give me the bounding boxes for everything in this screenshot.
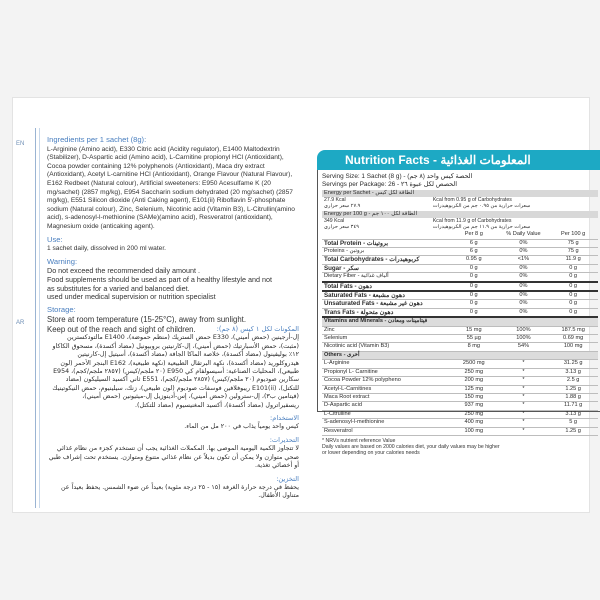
- per-100g-value: 0.69 mg: [548, 335, 598, 343]
- per-8g-value: 55 µg: [449, 335, 499, 343]
- nutrient-name: Total Carbohydrates - كربوهيدرات: [322, 256, 449, 264]
- per-100g-value: 11.71 g: [548, 402, 598, 410]
- storage-heading: Storage:: [47, 304, 76, 314]
- daily-value: <1%: [499, 256, 549, 264]
- ar-storage-text: يحفظ في درجة حرارة الغرفة (١٥ - ٢٥ درجة مئوية) بعيداً عن ضوء الشمس. يحفظ بعيداً عن متناول الأطفال.: [61, 483, 299, 500]
- energy-sachet-kcal-ar: ٢٧.٩ سعر حراري: [324, 203, 361, 210]
- nutrient-name: Saturated Fats - دهون مشبعة: [322, 291, 449, 300]
- nutrient-name: Maca Root extract: [322, 393, 449, 401]
- daily-value: *: [499, 427, 549, 435]
- warning-line: Do not exceed the recommended daily amount .: [47, 266, 201, 276]
- per-8g-value: 0 g: [449, 291, 499, 300]
- nutrient-name: Nicotinic acid (Vitamin B3): [322, 343, 449, 351]
- nutrient-name: Sugar - سكر: [322, 264, 449, 272]
- footnote: * NRVs nutrient reference Value: [322, 437, 396, 444]
- nutrition-facts-panel: [317, 150, 600, 457]
- nutrient-name: Selenium: [322, 335, 449, 343]
- per-100g-value: 0 g: [548, 264, 598, 272]
- use-heading: Use:: [47, 234, 63, 244]
- per-100g-value: 75 g: [548, 239, 598, 247]
- lang-tag-en: EN: [16, 141, 25, 147]
- lang-tag-ar: AR: [16, 320, 25, 326]
- per-8g-value: 0 g: [449, 273, 499, 282]
- ingredients-heading: Ingredients per 1 sachet (8g):: [47, 135, 147, 144]
- arabic-text-block: [47, 325, 299, 501]
- main-nutrients: [322, 239, 598, 317]
- energy-100g-row-ar: [322, 224, 598, 230]
- per-100g-value: 11.9 g: [548, 256, 598, 264]
- table-row: [322, 273, 598, 282]
- daily-value: 100%: [499, 326, 549, 334]
- english-text-block: [47, 136, 299, 334]
- storage-line: Keep out of the reach and sight of children.: [47, 324, 196, 334]
- nutrient-name: Acetyl-L-Carnitines: [322, 385, 449, 393]
- nutrient-name: Propionyl L- Carnitine: [322, 368, 449, 376]
- table-row: [322, 282, 598, 291]
- daily-value: 0%: [499, 248, 549, 256]
- daily-value: 100%: [499, 335, 549, 343]
- daily-value: *: [499, 402, 549, 410]
- nutrient-name: Total Fats - دهون: [322, 282, 449, 291]
- ar-ingredients-heading: المكونات لكل ١ كيس (٨ جم):: [216, 325, 299, 333]
- per-100g-value: 1.25 g: [548, 427, 598, 435]
- per-8g-value: 100 mg: [449, 427, 499, 435]
- table-row: [322, 360, 598, 368]
- energy-sachet-note-ar: سعرات حرارية من ٠.٩٥ جم من الكربوهيدرات: [432, 203, 531, 210]
- nutrient-name: D-Aspartic acid: [322, 402, 449, 410]
- product-sheet: [12, 97, 590, 513]
- col-header: Per 100 g: [548, 231, 598, 239]
- serving-size: Serving Size: 1 Sachet (8 g) - الحصة كيس واحد (٨ جم): [322, 173, 473, 180]
- nutrient-name: Zinc: [322, 326, 449, 334]
- table-row: [322, 419, 598, 427]
- per-100g-value: 0 g: [548, 282, 598, 291]
- warning-line: as substitutes for a varied and balanced diet.: [47, 283, 190, 293]
- table-row: [322, 300, 598, 308]
- per-8g-value: 0.95 g: [449, 256, 499, 264]
- margin-line-light: [39, 128, 40, 508]
- daily-value: *: [499, 385, 549, 393]
- others-header: Others - أخرى: [322, 351, 598, 359]
- table-row: [322, 291, 598, 300]
- per-8g-value: 8 mg: [449, 343, 499, 351]
- per-8g-value: 0 g: [449, 308, 499, 317]
- left-column: [47, 99, 299, 513]
- daily-value: *: [499, 419, 549, 427]
- per-8g-value: 200 mg: [449, 377, 499, 385]
- daily-value: 0%: [499, 282, 549, 291]
- warning-line: Food supplements should be used as part of a healthy lifestyle and not: [47, 274, 272, 284]
- nutrient-name: Total Protein - بروتينات: [322, 239, 449, 247]
- per-8g-value: 250 mg: [449, 410, 499, 418]
- nutrition-facts-body: [317, 170, 600, 457]
- per-100g-value: 0 g: [548, 300, 598, 308]
- col-header: % Daily Value: [499, 231, 549, 239]
- per-8g-value: 0 g: [449, 264, 499, 272]
- table-row: [322, 410, 598, 418]
- per-100g-value: 31.25 g: [548, 360, 598, 368]
- col-header: Per 8 g: [449, 231, 499, 239]
- table-row: [322, 402, 598, 410]
- others-rows: [322, 360, 598, 436]
- ar-warning-text: لا تتجاوز الكمية اليومية الموصى بها. المكملات الغذائية يجب أن تستخدم كجزء من نظام غذائي صحي متوازن ولا يمكن أن تكون بديلاً عن نظام غذائي متنوع ومتوازن. يستخدم تحت إشراف طبي أو أخصائي تغذية.: [48, 445, 299, 470]
- per-8g-value: 15 mg: [449, 326, 499, 334]
- per-100g-value: 3.13 g: [548, 410, 598, 418]
- nutrient-name: Unsaturated Fats - دهون غير مشبعة: [322, 300, 449, 308]
- nutrition-facts-title: Nutrition Facts - المعلومات الغذائية: [317, 150, 600, 170]
- per-8g-value: 400 mg: [449, 419, 499, 427]
- daily-value: 0%: [499, 308, 549, 317]
- table-row: [322, 368, 598, 376]
- energy-sachet-header: Energy per Sachet - الطاقة لكل كيس: [322, 190, 598, 197]
- warning-line: used under medical supervision or nutrition specialist: [47, 292, 216, 302]
- energy-sachet-row-ar: [322, 203, 598, 209]
- table-row: [322, 427, 598, 435]
- per-8g-value: 150 mg: [449, 393, 499, 401]
- per-8g-value: 0 g: [449, 282, 499, 291]
- ar-storage-heading: التخزين:: [276, 474, 299, 483]
- energy-sachet-note: Kcal from 0.95 g of Carbohydrates: [432, 197, 512, 204]
- nutrient-name: Resveratrol: [322, 427, 449, 435]
- per-8g-value: 6 g: [449, 248, 499, 256]
- footnote: Daily values are based on 2000 calories diet, your daily values may be higher: [322, 444, 500, 451]
- per-100g-value: 5 g: [548, 419, 598, 427]
- per-100g-value: 100 mg: [548, 343, 598, 351]
- per-8g-value: 250 mg: [449, 368, 499, 376]
- margin-line: [35, 128, 36, 508]
- ar-ingredients-text: إل-أرجينين (حمض أميني)، E330 حمض الستريك (منظم حموضة)، E1400 مالتودكسترين (مثبت)، حمض الأسبارتيك (حمض أميني)، إل-كارنيتين بروبيونيل (مضاد أكسدة)، مسحوق الكاكاو ١٢٪ بوليفينول (مضاد أكسدة)، خلاصة الماكا الجافة (مضاد أكسدة)، أسيتيل إل-كارنيتين هيدروكلوريد (مضاد أكسدة)، نكهة البرتقال الطبيعية (نكهة طبيعية)، E162 البنجر الأحمر (لون طبيعي)، المحليات الصناعية: أسيسولفام كي E950 (٢٠ ملجم/كيس) (٢٨٥٧ ملجم/كجم)، E954 سكارين صوديوم (٢٠ ملجم/كيس) (٢٨٥٧ ملجم/كجم)، E551 ثاني أكسيد السيليكون (مضاد للتكتل)، E101(ii) ريبوفلافين فوسفات صوديوم (لون طبيعي)، زنك، سيلينيوم، حمض النيكوتينيك (فيتامين ب٣)، إل-سترولين (حمض أميني)، إس-أدينوزيل إل-ميثيونين (حمض أميني)، ريسفيراترول (مضاد أكسدة)، أكسيد المغنيسيوم (مضاد للتكتل).: [52, 334, 299, 409]
- servings-per-package: Servings per Package: 26 - الحصص لكل عبوة ٢٦: [322, 180, 458, 188]
- per-100g-value: 187.5 mg: [548, 326, 598, 334]
- table-row: [322, 256, 598, 264]
- nutrient-name: S-adenosyl-l-methionine: [322, 419, 449, 427]
- daily-value: *: [499, 377, 549, 385]
- per-8g-value: 937 mg: [449, 402, 499, 410]
- daily-value: 0%: [499, 300, 549, 308]
- nutrient-name: L-Citrulline: [322, 410, 449, 418]
- nutrition-table: [322, 231, 598, 436]
- daily-value: *: [499, 368, 549, 376]
- per-100g-value: 2.5 g: [548, 377, 598, 385]
- use-text: 1 sachet daily, dissolved in 200 ml water.: [47, 245, 166, 253]
- per-100g-value: 3.13 g: [548, 368, 598, 376]
- ar-use-heading: الاستخدام:: [270, 414, 299, 423]
- daily-value: 0%: [499, 264, 549, 272]
- table-row: [322, 326, 598, 334]
- per-100g-value: 0 g: [548, 273, 598, 282]
- footnote: or lower depending on your calories needs: [322, 450, 420, 457]
- table-row: [322, 239, 598, 247]
- storage-line: Store at room temperature (15-25°C), away from sunlight.: [47, 315, 246, 325]
- energy-100g-kcal-ar: ٣٤٩ سعر حراري: [324, 224, 360, 231]
- daily-value: 54%: [499, 343, 549, 351]
- table-row: [322, 264, 598, 272]
- nutrition-footnotes: [322, 438, 598, 457]
- energy-100g-note: Kcal from 11.9 g of Carbohydrates: [432, 218, 512, 225]
- ar-use-text: كيس واحد يومياً يذاب في ٢٠٠ مل من الماء.: [184, 423, 299, 431]
- table-row: [322, 308, 598, 317]
- energy-100g-note-ar: سعرات حرارية من ١١.٩ جم من الكربوهيدرات: [432, 224, 531, 231]
- daily-value: *: [499, 360, 549, 368]
- energy-100g-kcal: 349 Kcal: [324, 218, 345, 225]
- per-8g-value: 2500 mg: [449, 360, 499, 368]
- nutrient-name: Dietary Fiber - ألياف غذائية: [322, 273, 449, 282]
- daily-value: *: [499, 393, 549, 401]
- daily-value: 0%: [499, 291, 549, 300]
- daily-value: 0%: [499, 239, 549, 247]
- table-row: [322, 248, 598, 256]
- col-header: [322, 231, 449, 239]
- per-8g-value: 125 mg: [449, 385, 499, 393]
- daily-value: *: [499, 410, 549, 418]
- ar-warning-heading: التحذيرات:: [269, 435, 299, 444]
- per-100g-value: 0 g: [548, 291, 598, 300]
- table-row: [322, 393, 598, 401]
- others-header-row: [322, 351, 598, 359]
- vitamins-header-row: [322, 317, 598, 326]
- table-header-row: [322, 231, 598, 239]
- nutrient-name: Trans Fats - دهون متحولة: [322, 308, 449, 317]
- table-row: [322, 343, 598, 351]
- vitamins-section: [322, 317, 598, 326]
- daily-value: 0%: [499, 273, 549, 282]
- per-100g-value: 1.25 g: [548, 385, 598, 393]
- others-section: [322, 351, 598, 359]
- vitamins-header: Vitamins and Minerals - فيتامينات ومعادن: [322, 317, 598, 326]
- table-row: [322, 377, 598, 385]
- vitamins-rows: [322, 326, 598, 351]
- nutrient-name: Cocoa Powder 12% polypheno: [322, 377, 449, 385]
- energy-100g-header: Energy per 100 g - الطاقة لكل ١٠٠ جم: [322, 211, 598, 218]
- warning-text: [47, 267, 299, 301]
- per-100g-value: 0 g: [548, 308, 598, 317]
- table-row: [322, 335, 598, 343]
- nutrient-name: L-Arginine: [322, 360, 449, 368]
- nutrient-name: Proteins - بروتين: [322, 248, 449, 256]
- per-8g-value: 0 g: [449, 300, 499, 308]
- per-100g-value: 1.88 g: [548, 393, 598, 401]
- ingredients-text: L-Arginine (Amino acid), E330 Citric acid (Acidity regulator), E1400 Maltodextrin (Stabilizer), D-Aspartic acid (Amino acid), L-Carnitine propionyl HCl (Antioxidant), Cocoa powder containing 12% polyphenols (Antioxidant), Maca dry extract (Antioxidant), Acetyl L-carnitine HCl (Antioxidant), Orange Flavour (Natural Flavour), E162 Redbeet (Natural colour), Artificial sweeteners: E950 Acesulfame K (20 mg/sachet) (2857 mg/kg), E954 Saccharin sodium dehydrated (20 mg/sachet) (2857 mg/kg), E551 Silicon dioxide (Anti Caking agent), E101(ii) Riboflavin 5'-phosphate sodium (Natural colour), Zinc, Selenium, Nicotinic acid (Vitamin B3), L-Citrullin(amino acid), s-adenosyl-l-methionine (SAMe)(amino acid), Resveratrol (antioxidant), Magnesium oxide (anticaking agent).: [47, 145, 295, 230]
- per-100g-value: 75 g: [548, 248, 598, 256]
- energy-sachet-kcal: 27.9 Kcal: [324, 197, 346, 204]
- warning-heading: Warning:: [47, 256, 78, 266]
- table-row: [322, 385, 598, 393]
- per-8g-value: 6 g: [449, 239, 499, 247]
